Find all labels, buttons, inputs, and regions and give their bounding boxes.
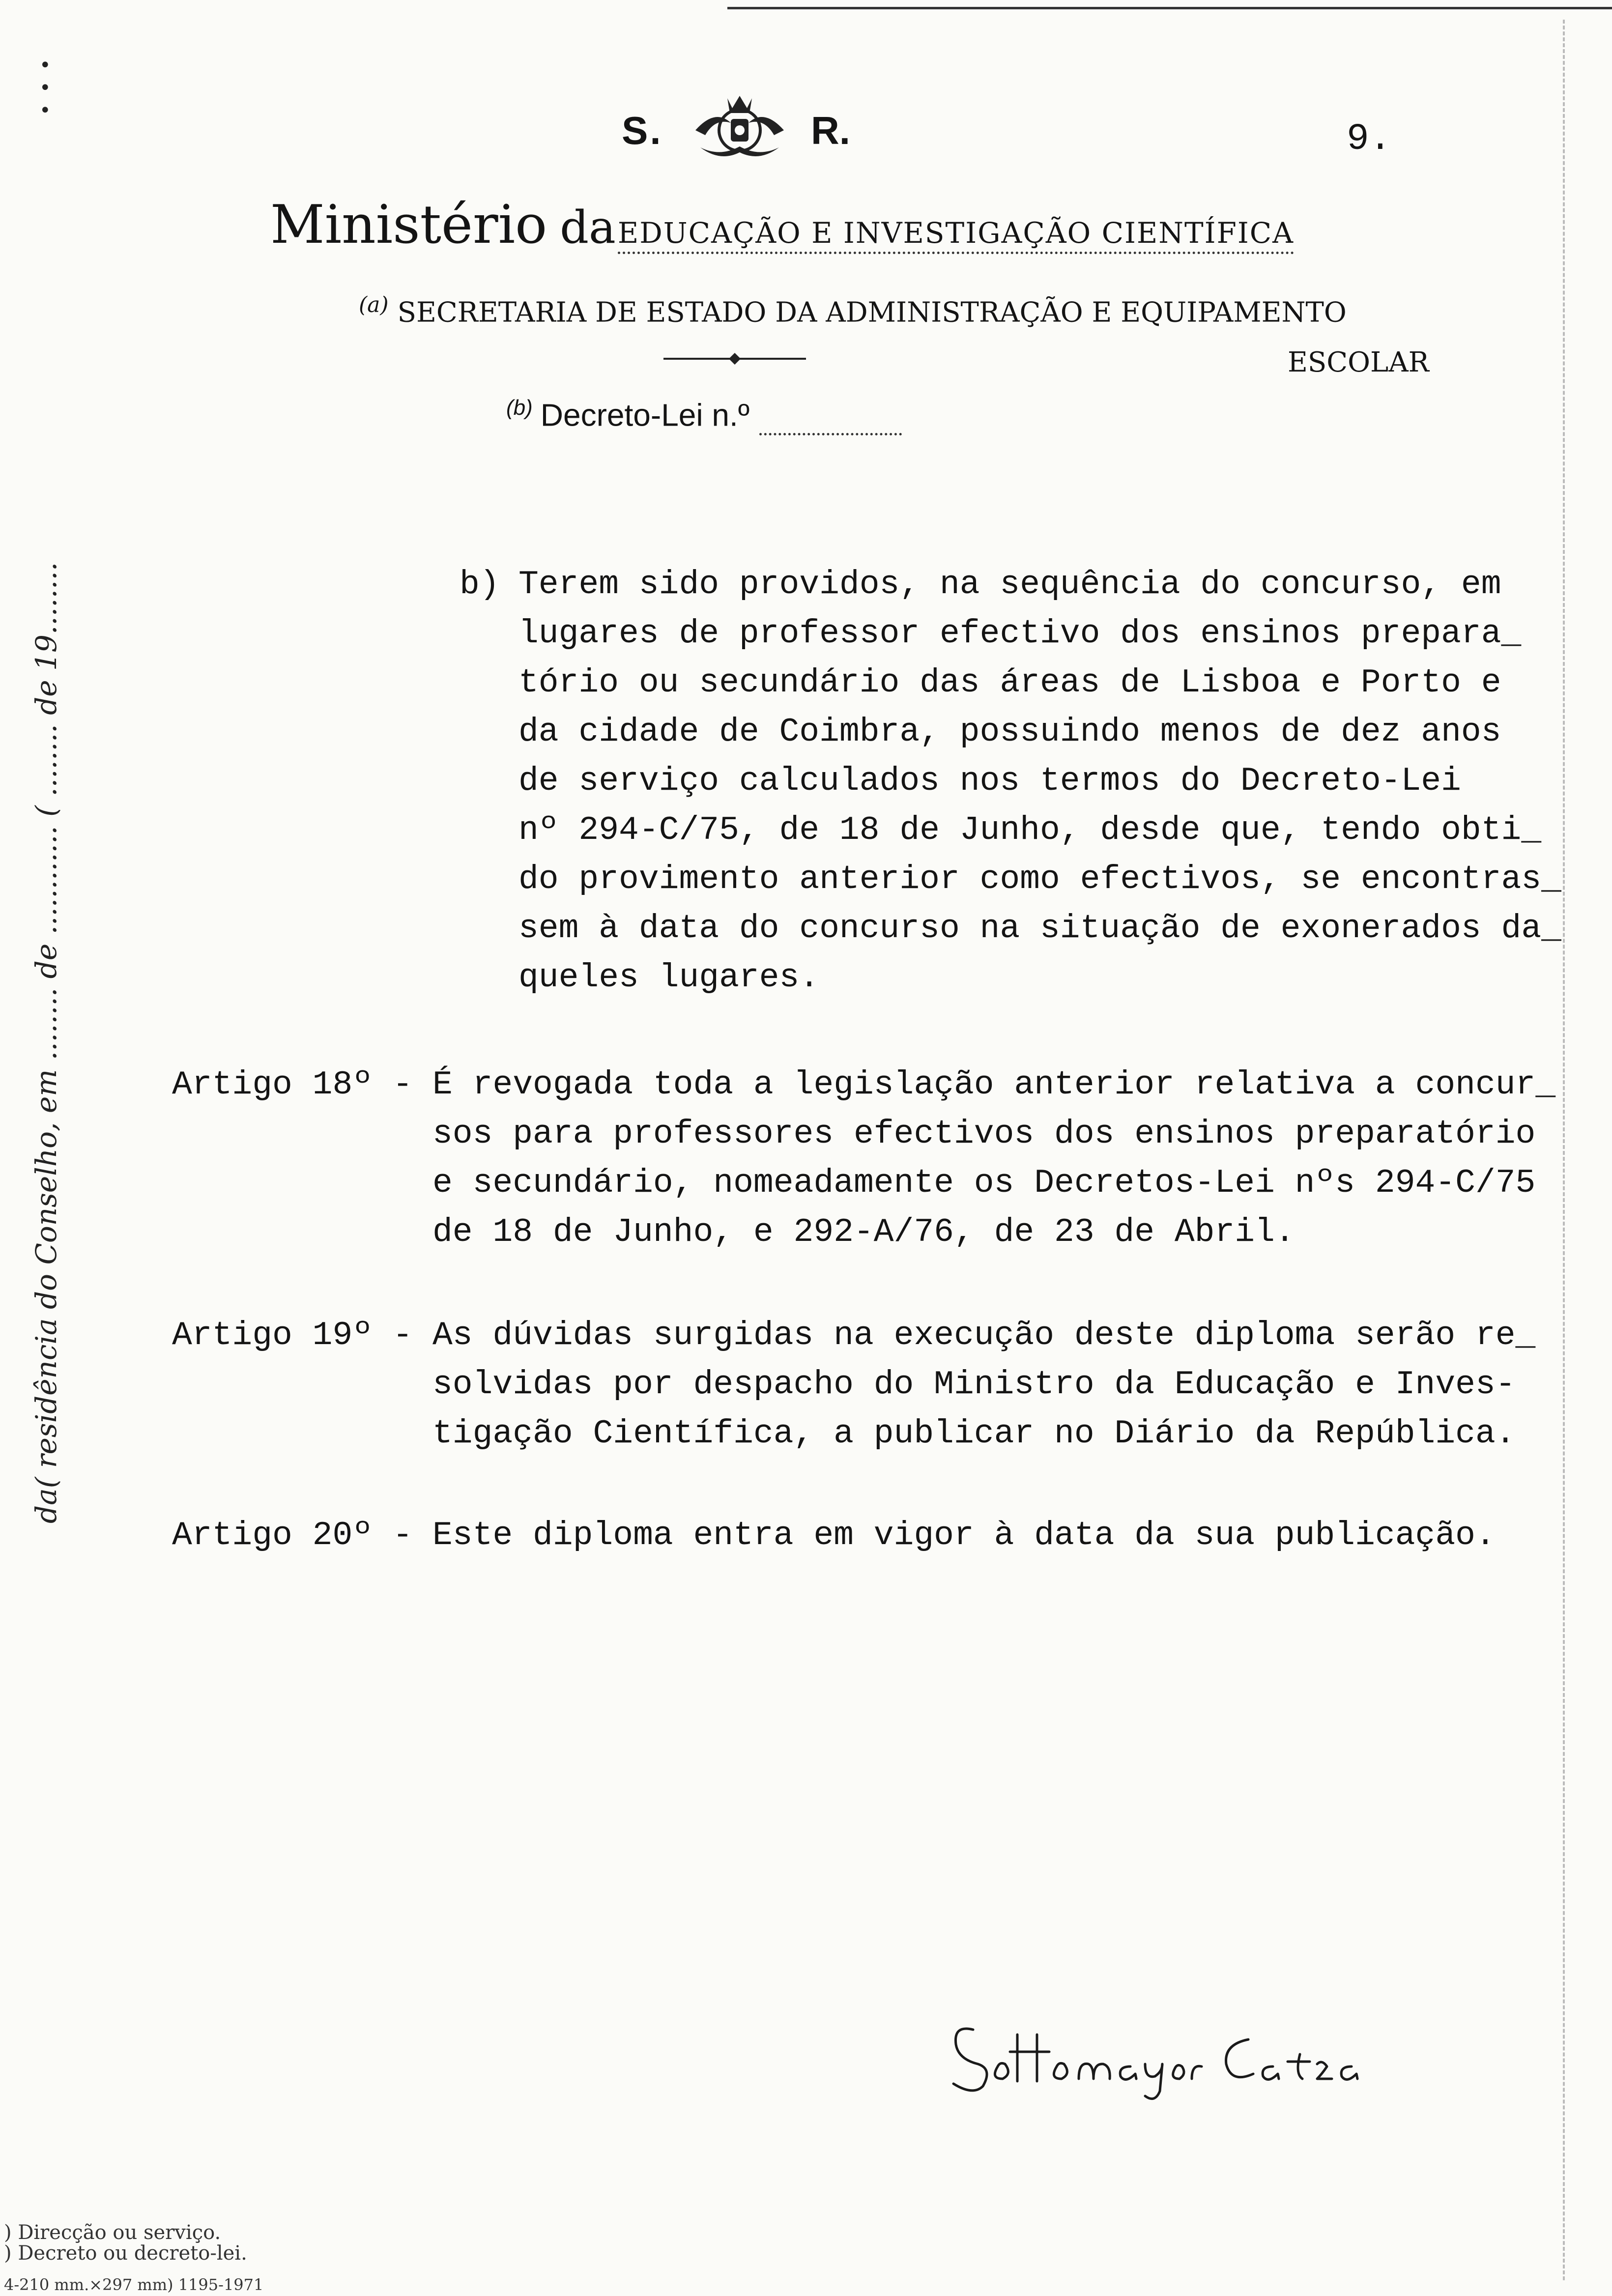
ornamental-divider <box>663 349 806 369</box>
ministry-heading <box>270 194 1294 256</box>
article-18-label: Artigo 18º - <box>172 1066 413 1104</box>
ministry-preposition: da <box>560 201 616 254</box>
footnote-a: ) Direcção ou serviço. <box>4 2221 221 2244</box>
registration-margin-note: da( residência do Conselho, em ........ de ............ ( ........ de 19........ <box>29 562 63 1523</box>
ministry-name: EDUCAÇÃO E INVESTIGAÇÃO CIENTÍFICA <box>618 216 1294 254</box>
sr-right-letter: R. <box>811 109 850 152</box>
secretaria-continuation: ESCOLAR <box>1288 346 1429 378</box>
decree-number-blank <box>759 397 902 435</box>
corner-marks: • • • <box>39 54 51 122</box>
ministry-word: Ministério <box>270 194 547 256</box>
right-margin-line <box>1563 20 1565 2280</box>
article-20-label: Artigo 20º - <box>172 1517 413 1554</box>
handwritten-signature <box>944 2005 1386 2103</box>
item-b-text: Terem sido providos, na sequência do concurso, em lugares de professor efectivo dos ensinos prepara_ tório ou secundário das áreas de Lisboa e Porto e da cidade de Coimbra, possuindo menos de dez anos de serviço calculados nos termos do Decreto-Lei nº 294-C/75, de 18 de Junho, desde que, tendo obti_ do provimento anterior como efectivos, se encontras_ sem à data do concurso na situação de exonerados da_ queles lugares. <box>518 566 1561 997</box>
footnote-mark-a: (a) <box>359 292 389 317</box>
secretaria-name: SECRETARIA DE ESTADO DA ADMINISTRAÇÃO E EQUIPAMENTO <box>397 296 1347 329</box>
article-18-text: É revogada toda a legislação anterior relativa a concur_ sos para professores efectivos dos ensinos preparatório e secundário, nomeadamente os Decretos-Lei nºs 294-C/75 de 18 de Junho, e 292-A/76, de 23 de Abril. <box>432 1066 1556 1251</box>
coat-of-arms-emblem <box>686 88 794 172</box>
secretaria-line <box>359 292 1347 329</box>
footnote-b: ) Decreto ou decreto-lei. <box>4 2242 247 2265</box>
article-20-text: Este diploma entra em vigor à data da sua publicação. <box>432 1517 1496 1554</box>
decree-line <box>506 396 902 435</box>
print-reference: 4-210 mm.×297 mm) 1195-1971 <box>4 2275 264 2294</box>
article-19-text: As dúvidas surgidas na execução deste diploma serão re_ solvidas por despacho do Ministro da Educação e Inves- tigação Científica, a publicar no Diário da República. <box>432 1317 1536 1453</box>
article-19-label: Artigo 19º - <box>172 1317 413 1354</box>
page-number: 9. <box>1347 118 1392 160</box>
footnote-mark-b: (b) <box>506 396 533 420</box>
decree-label: Decreto-Lei n.º <box>540 397 750 433</box>
item-b-label: b) <box>460 566 500 603</box>
top-border-line <box>727 7 1612 9</box>
sr-left-letter: S. <box>622 109 663 152</box>
